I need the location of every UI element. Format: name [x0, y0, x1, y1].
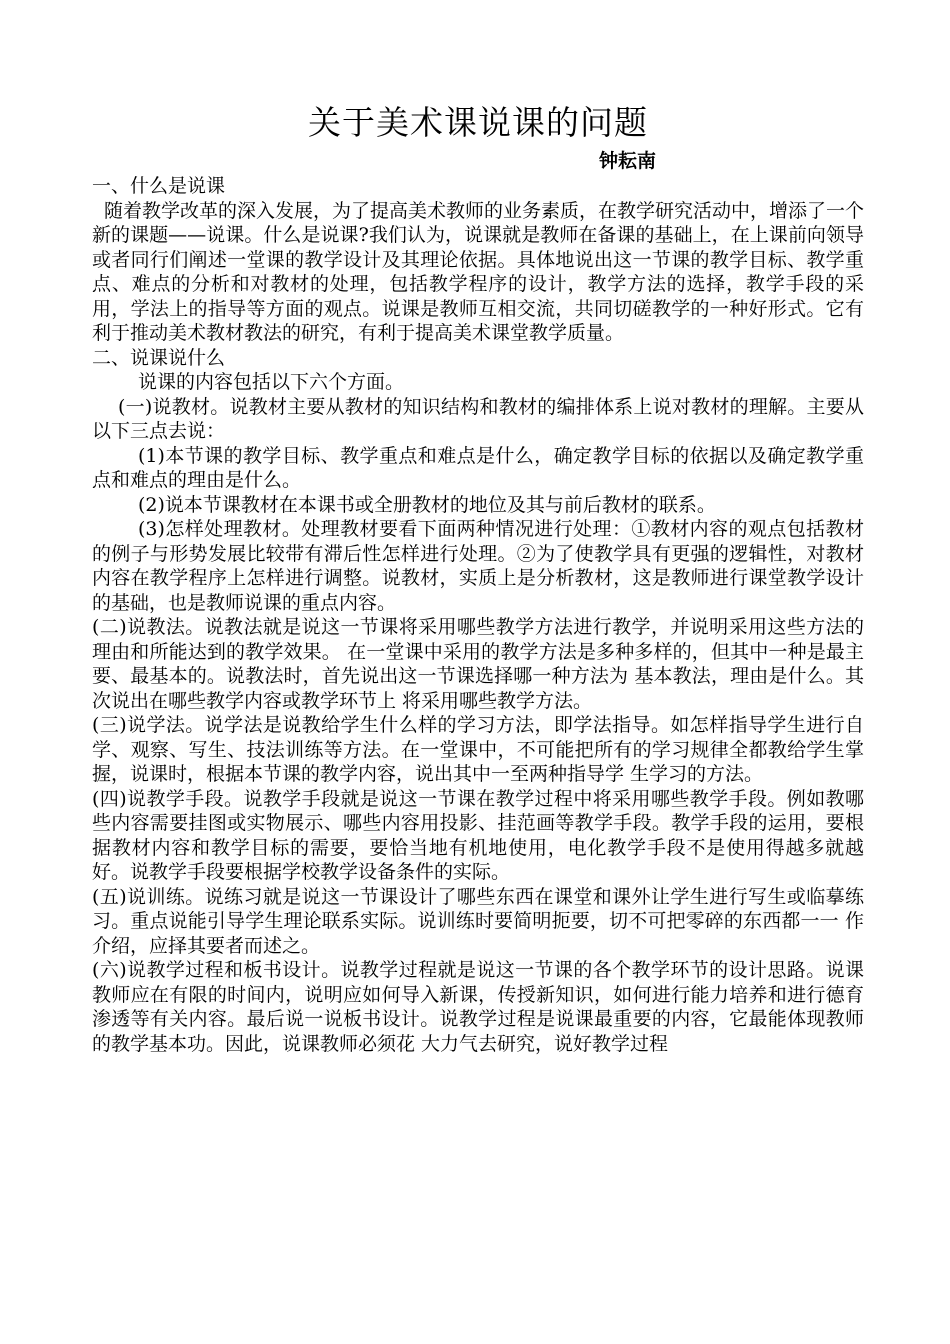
- paragraph-six-aspects: 说课的内容包括以下六个方面。: [138, 371, 405, 393]
- paragraph-textbook: (一)说教材。说教材主要从教材的知识结构和教材的编排体系上说对教材的理解。主要从以下三点去说：: [92, 395, 864, 442]
- document-page: [92, 98, 864, 1056]
- paragraph-what-is-shuoke: 随着教学改革的深入发展，为了提高美术教师的业务素质，在教学研究活动中，增添了一个新的课题——说课。什么是说课?我们认为，说课就是教师在备课的基础上，在上课前向领导或者同行们阐述一堂课的教学设计及其理论依据。具体地说出这一节课的教学目标、教学重点、难点的分析和对教材的处理，包括教学程序的设计，教学方法的选择，教学手段的采用，学法上的指导等方面的观点。说课是教师互相交流，共同切磋教学的一种好形式。它有利于推动美术教材教法的研究，有利于提高美术课堂教学质量。: [92, 199, 865, 344]
- paragraph-point-3: (3)怎样处理教材。处理教材要看下面两种情况进行处理：①教材内容的观点包括教材的例子与形势发展比较带有滞后性怎样进行处理。②为了使教学具有更强的逻辑性，对教材内容在教学程序上怎样进行调整。说教材，实质上是分析教材，这是教师进行课堂教学设计的基础，也是教师说课的重点内容。: [92, 518, 864, 614]
- paragraph-teaching-method: (二)说教法。说教法就是说这一节课将采用哪些教学方法进行教学，并说明采用这些方法的理由和所能达到的教学效果。 在一堂课中采用的教学方法是多种多样的，但其中一种是最主要、最基本的。说教法时，首先说出这一节课选择哪一种方法为 基本教法，理由是什么。其次说出在哪些教学内容或教学环节上 将采用哪些教学方法。: [92, 616, 864, 712]
- paragraph-training: (五)说训练。说练习就是说这一节课设计了哪些东西在课堂和课外让学生进行写生或临摹练习。重点说能引导学生理论联系实际。说训练时要简明扼要，切不可把零碎的东西都一一 作介绍，应择其要者而述之。: [92, 885, 864, 957]
- paragraph-learning-method: (三)说学法。说学法是说教给学生什么样的学习方法，即学法指导。如怎样指导学生进行自学、观察、写生、技法训练等方法。在一堂课中，不可能把所有的学习规律全都教给学生掌握，说课时，根据本节课的教学内容，说出其中一至两种指导学 生学习的方法。: [92, 714, 864, 785]
- paragraph-teaching-process: (六)说教学过程和板书设计。说教学过程就是说这一节课的各个教学环节的设计思路。说课教师应在有限的时间内，说明应如何导入新课，传授新知识，如何进行能力培养和进行德育渗透等有关内容。最后说一说板书设计。说教学过程是说课最重要的内容，它最能体现教师的教学基本功。因此，说课教师必须花 大力气去研究，说好教学过程: [92, 959, 864, 1055]
- paragraph-point-1: (1)本节课的教学目标、教学重点和难点是什么，确定教学目标的依据以及确定教学重点和难点的理由是什么。: [92, 444, 864, 491]
- section-heading-2: 二、说课说什么: [92, 346, 226, 369]
- section-heading-1: 一、什么是说课: [92, 175, 226, 197]
- paragraph-teaching-means: (四)说教学手段。说教学手段就是说这一节课在教学过程中将采用哪些教学手段。例如教哪些内容需要挂图或实物展示、哪些内容用投影、挂范画等教学手段。教学手段的运用，要根据教材内容和教学目标的需要，要恰当地有机地使用，电化教学手段不是使用得越多就越好。说教学手段要根据学校教学设备条件的实际。: [92, 787, 864, 883]
- document-title: 关于美术课说课的问题: [308, 103, 648, 142]
- paragraph-point-2: (2)说本节课教材在本课书或全册教材的地位及其与前后教材的联系。: [138, 493, 716, 516]
- author-name: 钟耘南: [598, 150, 656, 172]
